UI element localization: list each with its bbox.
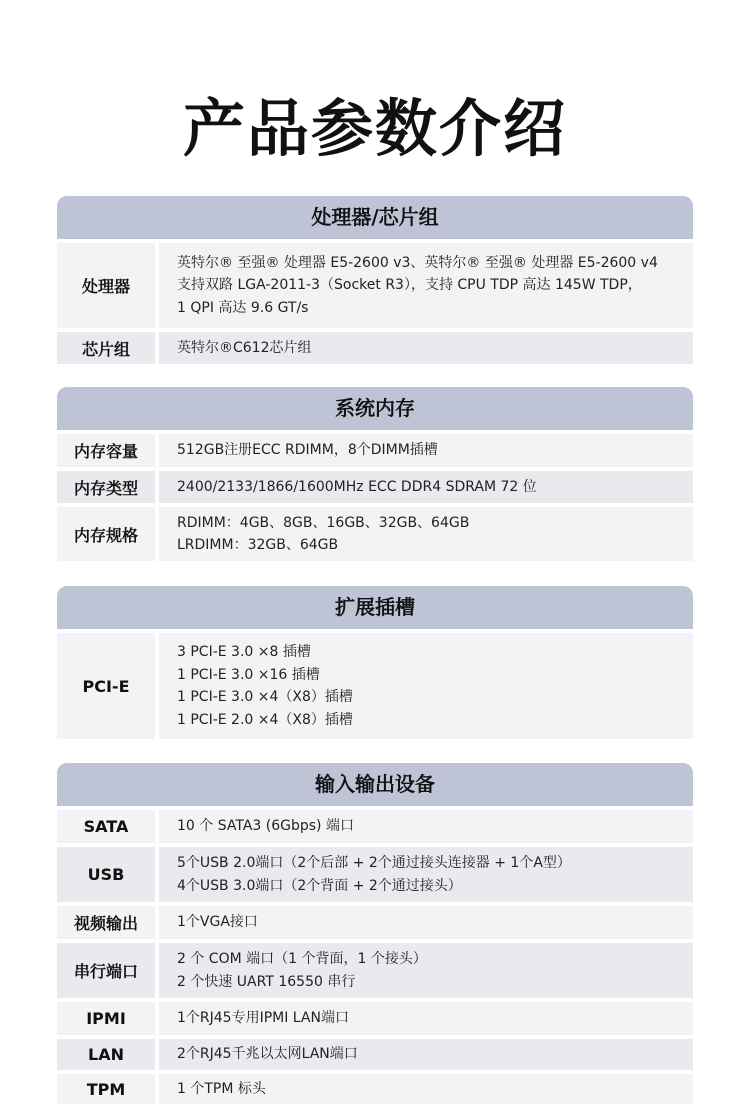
section-title: 扩展插槽 <box>57 586 693 629</box>
row-label: 处理器 <box>57 243 159 328</box>
row-label: SATA <box>57 810 159 843</box>
table-row <box>57 629 693 739</box>
row-value <box>159 906 693 939</box>
row-value <box>159 633 693 739</box>
row-value <box>159 1002 693 1035</box>
row-label: PCI-E <box>57 633 159 739</box>
row-label: 串行端口 <box>57 943 159 998</box>
section-memory <box>57 387 693 561</box>
table-row <box>57 1070 693 1104</box>
value-line: 10 个 SATA3 (6Gbps) 端口 <box>177 818 354 835</box>
page-title: 产品参数介绍 <box>182 92 567 165</box>
row-label: USB <box>57 847 159 902</box>
row-value <box>159 332 693 364</box>
value-line: 英特尔® 至强® 处理器 E5-2600 v3、英特尔® 至强® 处理器 E5-2600 v4 <box>177 254 658 271</box>
value-line: 1个VGA接口 <box>177 914 258 931</box>
value-line: 1个RJ45专用IPMI LAN端口 <box>177 1010 349 1027</box>
table-row <box>57 998 693 1035</box>
section-title: 系统内存 <box>57 387 693 430</box>
row-label: 内存容量 <box>57 434 159 467</box>
section-io-devices <box>57 763 693 1104</box>
value-line: 1 PCI-E 3.0 ×4（X8）插槽 <box>177 689 353 705</box>
row-value <box>159 243 693 328</box>
row-value <box>159 471 693 503</box>
row-value <box>159 507 693 561</box>
value-line: 英特尔®C612芯片组 <box>177 339 312 356</box>
table-row <box>57 467 693 503</box>
row-label: 内存规格 <box>57 507 159 561</box>
row-label: TPM <box>57 1074 159 1104</box>
value-line: 2 个快速 UART 16550 串行 <box>177 973 356 990</box>
value-line: RDIMM：4GB、8GB、16GB、32GB、64GB <box>177 514 470 531</box>
value-line: 1 QPI 高达 9.6 GT/s <box>177 299 309 316</box>
value-line: LRDIMM：32GB、64GB <box>177 537 339 553</box>
value-line: 5个USB 2.0端口（2个后部 + 2个通过接头连接器 + 1个A型） <box>177 855 571 871</box>
row-value <box>159 1039 693 1070</box>
row-label: 内存类型 <box>57 471 159 503</box>
table-row <box>57 806 693 843</box>
row-value <box>159 810 693 843</box>
table-row <box>57 239 693 328</box>
row-label: 视频输出 <box>57 906 159 939</box>
section-expansion-slots <box>57 586 693 739</box>
value-line: 支持双路 LGA-2011-3（Socket R3），支持 CPU TDP 高达 145W TDP， <box>177 277 642 294</box>
value-line: 3 PCI-E 3.0 ×8 插槽 <box>177 644 311 660</box>
value-line: 2 个 COM 端口（1 个背面，1 个接头） <box>177 951 427 967</box>
value-line: 4个USB 3.0端口（2个背面 + 2个通过接头） <box>177 877 462 894</box>
row-value <box>159 434 693 467</box>
table-row <box>57 503 693 561</box>
row-label: IPMI <box>57 1002 159 1035</box>
section-processor-chipset <box>57 196 693 364</box>
table-row <box>57 939 693 998</box>
section-title: 处理器/芯片组 <box>57 196 693 239</box>
value-line: 512GB注册ECC RDIMM，8个DIMM插槽 <box>177 442 438 459</box>
value-line: 2400/2133/1866/1600MHz ECC DDR4 SDRAM 72 位 <box>177 478 537 495</box>
row-label: 芯片组 <box>57 332 159 364</box>
table-row <box>57 1035 693 1070</box>
table-row <box>57 902 693 939</box>
value-line: 1 个TPM 标头 <box>177 1080 266 1097</box>
table-row <box>57 843 693 902</box>
section-title: 输入输出设备 <box>57 763 693 806</box>
value-line: 1 PCI-E 2.0 ×4（X8）插槽 <box>177 711 353 728</box>
row-value <box>159 1074 693 1104</box>
table-row <box>57 328 693 364</box>
table-row <box>57 430 693 467</box>
value-line: 1 PCI-E 3.0 ×16 插槽 <box>177 666 320 683</box>
row-label: LAN <box>57 1039 159 1070</box>
value-line: 2个RJ45千兆以太网LAN端口 <box>177 1046 358 1063</box>
row-value <box>159 943 693 998</box>
row-value <box>159 847 693 902</box>
